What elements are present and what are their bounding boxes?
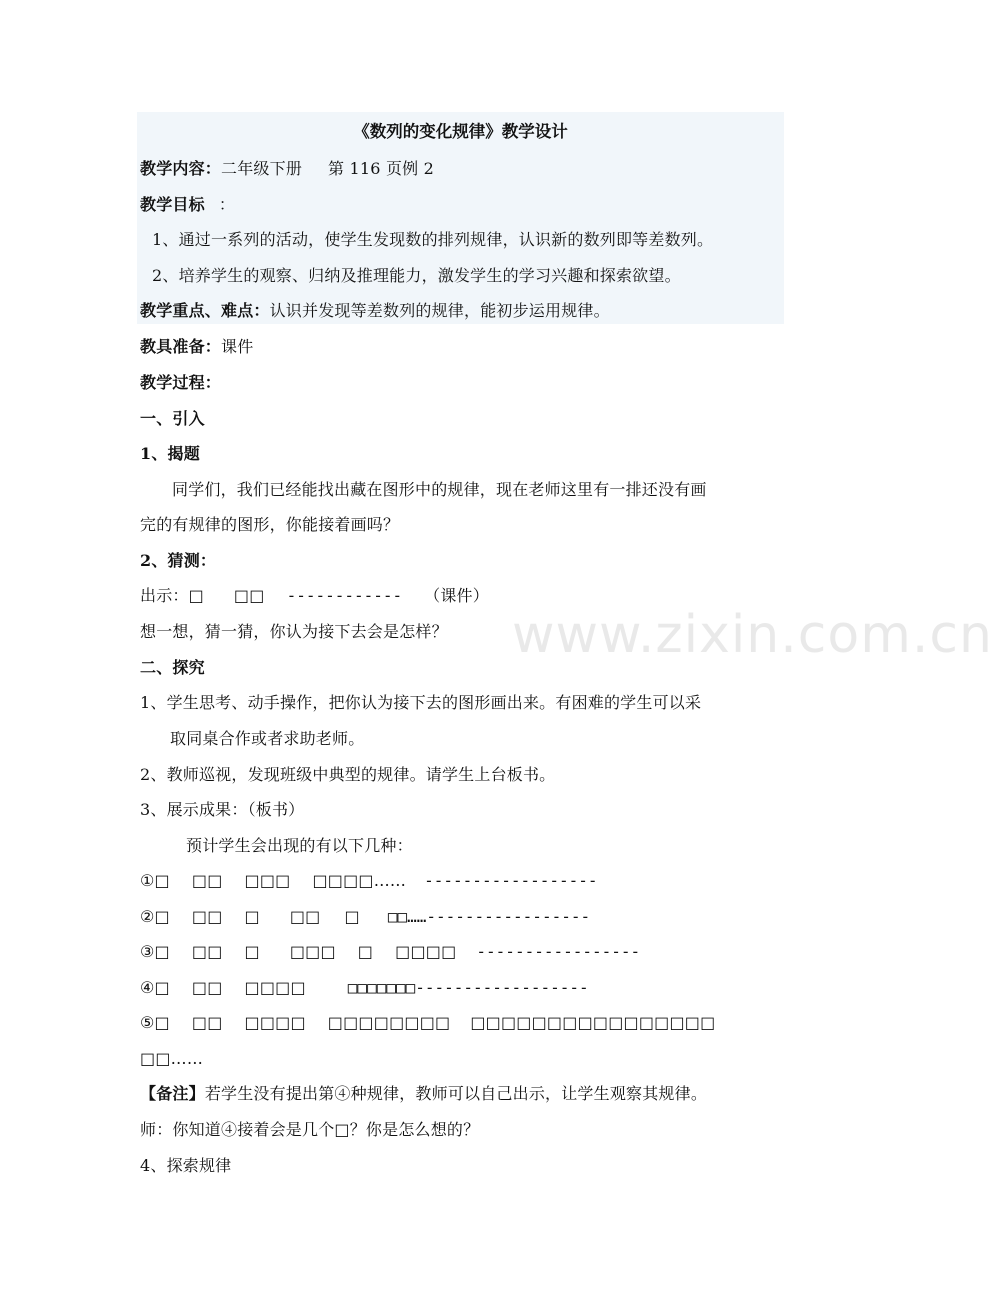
section-explore: 二、探究	[140, 658, 205, 677]
materials-line	[140, 337, 253, 357]
pattern-1-d: □□□□……	[312, 871, 407, 890]
key-points-text: 认识并发现等差数列的规律，能初步运用规律。	[269, 301, 610, 320]
pattern-2-d: □□	[289, 907, 321, 926]
intro-paragraph-line-2: 完的有规律的图形，你能接着画吗？	[140, 515, 400, 534]
pattern-3	[140, 942, 640, 962]
pattern-2-e: □	[344, 907, 360, 926]
pattern-5	[140, 1013, 715, 1033]
pattern-2-f: □□……-----------------	[387, 907, 591, 926]
pattern-4-d: □□□□□□□------------------	[347, 978, 589, 997]
pattern-5-e: □□□□□□□□□□□□□□□□	[470, 1013, 716, 1032]
goals-label: 教学目标	[140, 195, 205, 214]
pattern-4-b: □□	[191, 978, 223, 997]
pattern-5-a: ⑤□	[140, 1013, 170, 1032]
highlight-block	[137, 112, 784, 324]
explore-2: 2、教师巡视，发现班级中典型的规律。请学生上台板书。	[140, 765, 556, 784]
content-label: 教学内容：	[140, 159, 222, 178]
pattern-5-d: □□□□□□□□	[327, 1013, 451, 1032]
pattern-5-c: □□□□	[244, 1013, 306, 1032]
goal-item-2: 2、培养学生的观察、归纳及推理能力，激发学生的学习兴趣和探索欲望。	[152, 266, 681, 285]
pattern-3-b: □□	[191, 942, 223, 961]
pattern-4-a: ④□	[140, 978, 170, 997]
show-dashes: ------------	[286, 586, 403, 605]
pattern-4-c: □□□□	[244, 978, 306, 997]
pattern-5-cont: □□……	[140, 1049, 204, 1068]
watermark: www.zixin.com.cn	[512, 605, 993, 665]
explore-1-line-2: 取同桌合作或者求助老师。	[170, 729, 365, 748]
pattern-1-a: ①□	[140, 871, 170, 890]
guess-question: 想一想，猜一猜，你认为接下去会是怎样？	[140, 622, 448, 641]
pattern-3-d: □□□	[289, 942, 336, 961]
pattern-3-e: □	[357, 942, 374, 961]
explore-4: 4、探索规律	[140, 1156, 232, 1175]
process-label: 教学过程：	[140, 373, 222, 392]
show-line	[140, 586, 489, 606]
remark-text: 若学生没有提出第④种规律，教师可以自己出示，让学生观察其规律。	[204, 1084, 708, 1103]
goal-item-1: 1、通过一系列的活动，使学生发现数的排列规律，认识新的数列即等差数列。	[152, 230, 714, 249]
show-label: 出示：□	[140, 586, 204, 605]
pattern-2-c: □	[244, 907, 260, 926]
pattern-1-b: □□	[191, 871, 223, 890]
pattern-2	[140, 907, 590, 927]
goals-heading	[140, 195, 235, 215]
intro-paragraph-line-1: 同学们，我们已经能找出藏在图形中的规律，现在老师这里有一排还没有画	[172, 480, 707, 499]
pattern-3-g: -----------------	[476, 942, 641, 961]
explore-3: 3、展示成果：（板书）	[140, 800, 305, 819]
pattern-3-a: ③□	[140, 942, 170, 961]
content-line	[140, 159, 434, 179]
pattern-2-a: ②□	[140, 907, 170, 926]
remark-line	[140, 1084, 707, 1104]
pattern-3-f: □□□□	[395, 942, 457, 961]
step-reveal-title: 1、揭题	[140, 444, 200, 463]
pattern-1-c: □□□	[244, 871, 291, 890]
content-grade: 二年级下册	[221, 159, 303, 178]
pattern-4	[140, 978, 589, 998]
show-squares: □□	[233, 586, 265, 605]
goals-colon: ：	[218, 195, 236, 214]
remark-label: 【备注】	[140, 1084, 205, 1103]
show-note: （课件）	[424, 586, 489, 605]
materials-label: 教具准备：	[140, 337, 222, 356]
key-points-label: 教学重点、难点：	[140, 301, 270, 320]
content-page: 第 116 页例 2	[328, 159, 435, 178]
materials-text: 课件	[221, 337, 254, 356]
doc-title: 《数列的变化规律》教学设计	[353, 122, 568, 141]
explore-1-line-1: 1、学生思考、动手操作，把你认为接下去的图形画出来。有困难的学生可以采	[140, 693, 702, 712]
teacher-question: 师：你知道④接着会是几个□？你是怎么想的？	[140, 1120, 480, 1139]
pattern-2-b: □□	[191, 907, 223, 926]
section-intro: 一、引入	[140, 409, 205, 428]
pattern-1-e: ------------------	[424, 871, 598, 890]
pattern-5-b: □□	[191, 1013, 223, 1032]
key-points-line	[140, 301, 610, 321]
pattern-1	[140, 871, 598, 891]
step-guess: 2、猜测：	[140, 551, 217, 570]
predict-text: 预计学生会出现的有以下几种：	[186, 836, 413, 855]
pattern-3-c: □	[244, 942, 260, 961]
